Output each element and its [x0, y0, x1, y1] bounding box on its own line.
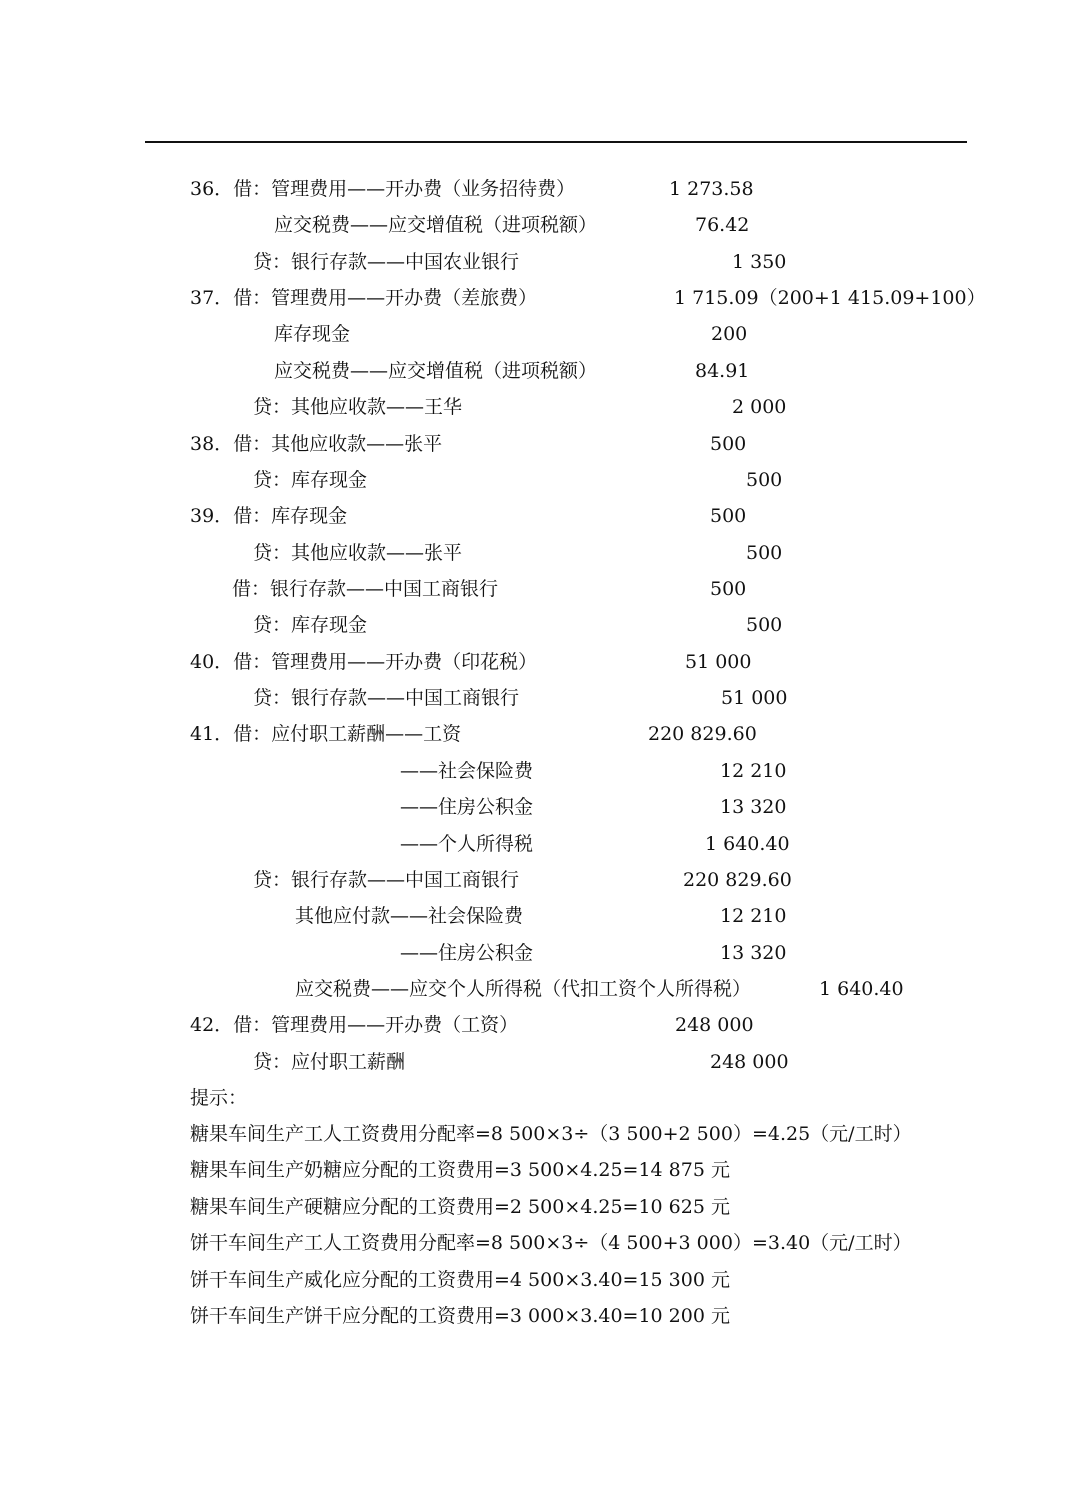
entry-amount: 13 320 [720, 942, 787, 964]
entry-account: 库存现金 [274, 323, 351, 345]
entry-amount: 500 [710, 505, 747, 527]
entry-amount: 1 350 [732, 251, 787, 273]
entry-account: 41．借：应付职工薪酬——工资 [190, 723, 462, 745]
entry-account: 42．借：管理费用——开办费（工资） [190, 1014, 519, 1036]
hint-line: 糖果车间生产硬糖应分配的工资费用=2 500×4.25=10 625 元 [190, 1196, 730, 1218]
hint-title: 提示： [190, 1087, 248, 1109]
entry-account: 贷：库存现金 [253, 469, 368, 491]
entry-amount: 1 640.40 [819, 978, 904, 1000]
entry-amount: 500 [746, 542, 783, 564]
entry-account: 应交税费——应交个人所得税（代扣工资个人所得税） [295, 978, 752, 1000]
entry-account: 37．借：管理费用——开办费（差旅费） [190, 287, 538, 309]
entry-amount: 13 320 [720, 796, 787, 818]
entry-amount: 76.42 [695, 214, 750, 236]
entry-account: 38．借：其他应收款——张平 [190, 433, 443, 455]
entry-amount: 84.91 [695, 360, 750, 382]
hint-line: 饼干车间生产工人工资费用分配率=8 500×3÷（4 500+3 000）=3.40（元/工时） [190, 1232, 912, 1254]
entry-amount: 248 000 [675, 1014, 754, 1036]
entry-amount: 220 829.60 [683, 869, 792, 891]
entry-account: ——住房公积金 [400, 942, 534, 964]
entry-amount: 51 000 [721, 687, 788, 709]
entry-account: 贷：银行存款——中国工商银行 [253, 687, 520, 709]
entry-account: 贷：银行存款——中国农业银行 [253, 251, 520, 273]
entry-account: 贷：应付职工薪酬 [253, 1051, 406, 1073]
entry-account: 应交税费——应交增值税（进项税额） [274, 214, 598, 236]
header-rule [145, 141, 967, 143]
entry-account: 应交税费——应交增值税（进项税额） [274, 360, 598, 382]
hint-line: 糖果车间生产奶糖应分配的工资费用=3 500×4.25=14 875 元 [190, 1159, 730, 1181]
entry-amount: 51 000 [685, 651, 752, 673]
entry-amount: 500 [710, 578, 747, 600]
entry-amount: 248 000 [710, 1051, 789, 1073]
entry-account: 39．借：库存现金 [190, 505, 348, 527]
entry-amount: 2 000 [732, 396, 787, 418]
entry-amount: 500 [746, 614, 783, 636]
entry-amount: 12 210 [720, 760, 787, 782]
entry-amount: 12 210 [720, 905, 787, 927]
entry-account: 36．借：管理费用——开办费（业务招待费） [190, 178, 576, 200]
entry-amount: 1 640.40 [705, 833, 790, 855]
entry-account: 贷：库存现金 [253, 614, 368, 636]
entry-account: ——个人所得税 [400, 833, 534, 855]
entry-amount: 220 829.60 [648, 723, 757, 745]
entry-account: ——住房公积金 [400, 796, 534, 818]
entry-account: 其他应付款——社会保险费 [295, 905, 524, 927]
hint-line: 饼干车间生产饼干应分配的工资费用=3 000×3.40=10 200 元 [190, 1305, 730, 1327]
entry-account: 贷：其他应收款——王华 [253, 396, 463, 418]
entry-account: 借：银行存款——中国工商银行 [232, 578, 499, 600]
entry-amount: 500 [746, 469, 783, 491]
entry-amount: 200 [711, 323, 748, 345]
entry-amount: 1 715.09（200+1 415.09+100） [674, 287, 986, 309]
entry-account: 贷：银行存款——中国工商银行 [253, 869, 520, 891]
hint-line: 糖果车间生产工人工资费用分配率=8 500×3÷（3 500+2 500）=4.25（元/工时） [190, 1123, 912, 1145]
entry-amount: 500 [710, 433, 747, 455]
entry-account: 贷：其他应收款——张平 [253, 542, 463, 564]
entry-account: 40．借：管理费用——开办费（印花税） [190, 651, 538, 673]
entry-amount: 1 273.58 [669, 178, 754, 200]
entry-account: ——社会保险费 [400, 760, 534, 782]
hint-line: 饼干车间生产威化应分配的工资费用=4 500×3.40=15 300 元 [190, 1269, 730, 1291]
